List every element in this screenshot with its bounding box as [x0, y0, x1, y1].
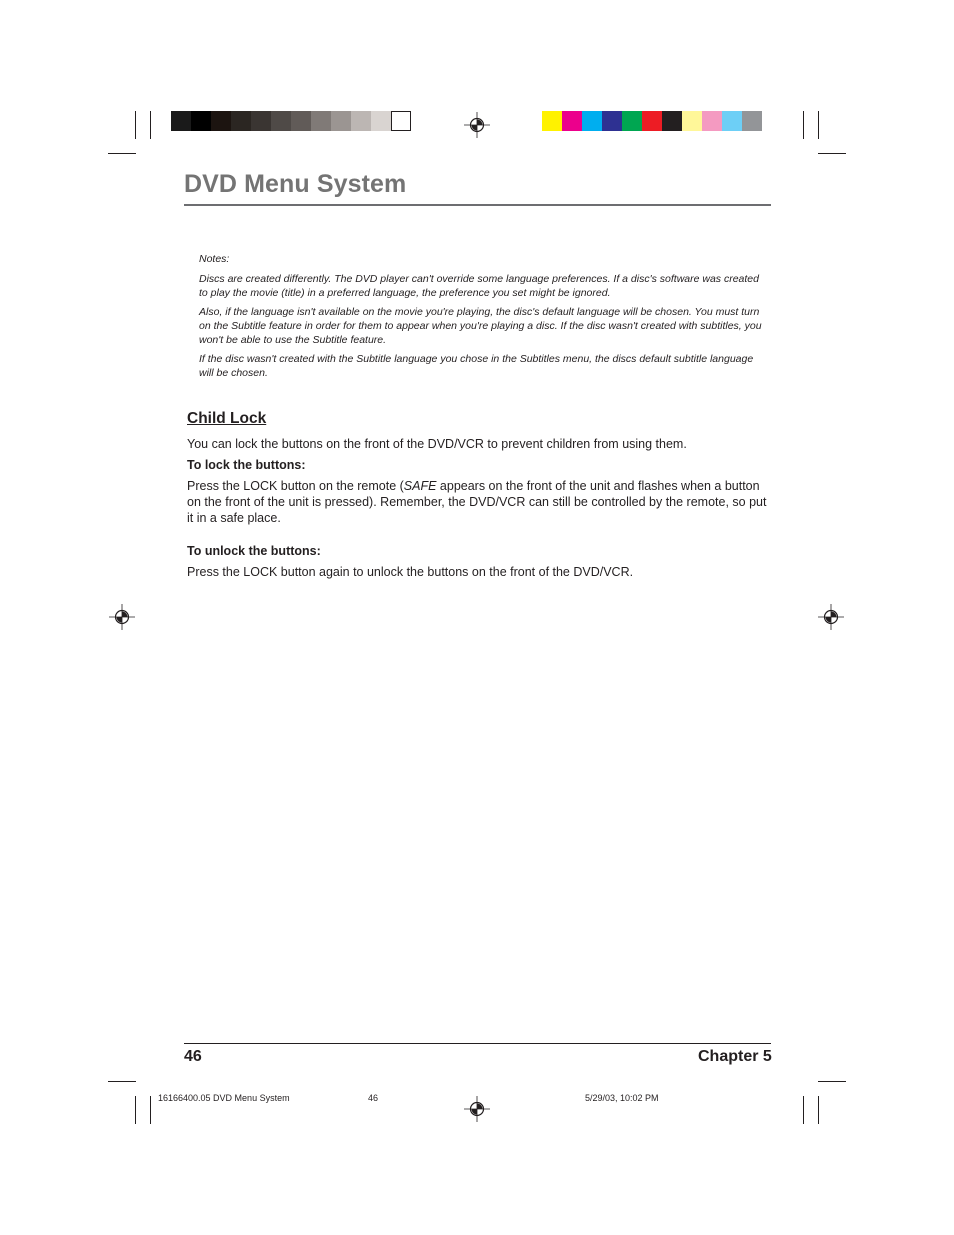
note-item: Discs are created differently. The DVD player can't override some language preferences. If a disc's software was created to play the movie (title) in a preferred language, the preference you set might be ignored. — [199, 273, 759, 299]
grayscale-swatch — [391, 111, 411, 131]
lock-instructions-pre: Press the LOCK button on the remote ( — [187, 479, 404, 493]
lock-instructions — [187, 478, 772, 526]
crop-mark-bottom-left-vertical-outer — [135, 1096, 136, 1124]
process-color-swatch — [642, 111, 662, 131]
process-color-swatch — [702, 111, 722, 131]
chapter-label: Chapter 5 — [698, 1048, 772, 1065]
crop-mark-top-left-horizontal — [108, 153, 136, 154]
crop-mark-top-right-vertical-inner — [803, 111, 804, 139]
slug-file-name: 16166400.05 DVD Menu System — [158, 1093, 290, 1103]
notes-label: Notes: — [199, 253, 230, 265]
grayscale-swatch — [331, 111, 351, 131]
crop-mark-bottom-left-horizontal — [108, 1081, 136, 1082]
section-intro: You can lock the buttons on the front of the DVD/VCR to prevent children from using them. — [187, 437, 687, 451]
grayscale-swatch — [371, 111, 391, 131]
process-color-swatch — [682, 111, 702, 131]
crop-mark-bottom-right-horizontal — [818, 1081, 846, 1082]
process-color-swatch — [582, 111, 602, 131]
grayscale-swatch — [171, 111, 191, 131]
footer-rule — [184, 1043, 771, 1044]
grayscale-swatch — [251, 111, 271, 131]
title-rule — [184, 204, 771, 206]
process-color-swatch — [662, 111, 682, 131]
process-color-swatch — [722, 111, 742, 131]
registration-mark-bottom-icon — [464, 1096, 490, 1122]
unlock-instructions: Press the LOCK button again to unlock the buttons on the front of the DVD/VCR. — [187, 565, 634, 579]
unlock-heading: To unlock the buttons: — [187, 544, 321, 558]
grayscale-swatch — [271, 111, 291, 131]
crop-mark-top-left-vertical-outer — [135, 111, 136, 139]
lock-instructions-post: appears on the front of the unit and flashes when a button on the front of the unit is pressed). Remember, the DVD/VCR can still be controlled by the remote, so put it in a safe place. — [187, 479, 767, 525]
crop-mark-top-right-horizontal — [818, 153, 846, 154]
process-color-swatch — [742, 111, 762, 131]
grayscale-swatch — [231, 111, 251, 131]
slug-date: 5/29/03, 10:02 PM — [585, 1093, 659, 1103]
process-color-swatch — [622, 111, 642, 131]
slug-page-number: 46 — [368, 1093, 379, 1103]
crop-mark-bottom-right-vertical-outer — [818, 1096, 819, 1124]
process-color-swatch — [542, 111, 562, 131]
section-heading: Child Lock — [187, 410, 267, 427]
registration-mark-top-icon — [464, 112, 490, 138]
grayscale-swatch — [211, 111, 231, 131]
process-color-swatch — [602, 111, 622, 131]
grayscale-swatch — [311, 111, 331, 131]
grayscale-swatch — [351, 111, 371, 131]
grayscale-color-bar — [171, 111, 411, 131]
safe-indicator-text: SAFE — [403, 479, 437, 493]
page-number: 46 — [184, 1048, 202, 1065]
page-title: DVD Menu System — [184, 170, 407, 198]
crop-mark-bottom-left-vertical-inner — [150, 1096, 151, 1124]
note-item: If the disc wasn't created with the Subtitle language you chose in the Subtitles menu, the discs default subtitle language will be chosen. — [199, 353, 754, 379]
process-color-bar — [542, 111, 782, 131]
child-lock-section — [187, 411, 772, 585]
lock-heading: To lock the buttons: — [187, 458, 306, 472]
crop-mark-top-left-vertical-inner — [150, 111, 151, 139]
note-item: Also, if the language isn't available on the movie you're playing, the disc's default language will be chosen. You must turn on the Subtitle feature in order for them to appear when you're playing a disc. If the disc wasn't created with subtitles, you won't be able to use the Subtitle feature. — [199, 306, 762, 346]
registration-mark-right-icon — [818, 604, 844, 630]
grayscale-swatch — [291, 111, 311, 131]
crop-mark-top-right-vertical-outer — [818, 111, 819, 139]
crop-mark-bottom-right-vertical-inner — [803, 1096, 804, 1124]
process-color-swatch — [562, 111, 582, 131]
registration-mark-left-icon — [109, 604, 135, 630]
notes-block — [199, 252, 769, 385]
grayscale-swatch — [191, 111, 211, 131]
